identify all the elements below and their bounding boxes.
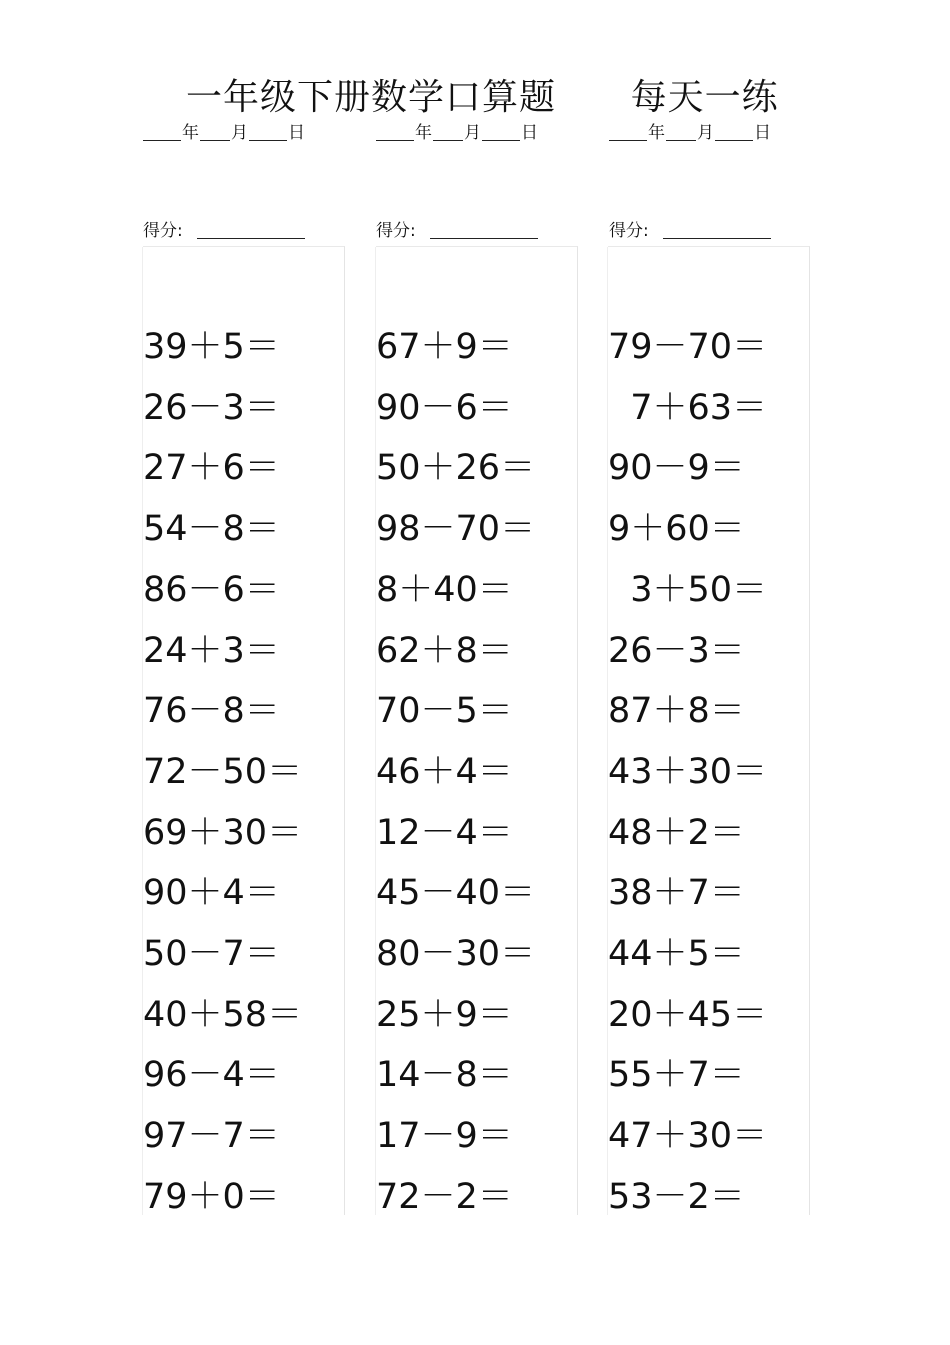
day-label: 日 [521,123,538,143]
score-label: 得分: [376,221,416,241]
problem-item: 70－5＝ [376,691,513,732]
month-blank[interactable] [666,124,696,141]
problem-item: 40＋58＝ [143,994,303,1035]
year-blank[interactable] [609,124,647,141]
problem-item: 90＋4＝ [143,873,280,914]
problem-item: 62＋8＝ [376,630,513,671]
problem-item: 55＋7＝ [608,1055,745,1096]
problem-item: 9＋60＝ [608,509,745,550]
day-blank[interactable] [715,124,753,141]
day-label: 日 [288,123,305,143]
problem-item: 69＋30＝ [143,812,303,853]
problem-item: 27＋6＝ [143,448,280,489]
date-line-1 [143,122,306,144]
day-blank[interactable] [249,124,287,141]
score-label: 得分: [143,221,183,241]
page-title: 一年级下册数学口算题 每天一练 [186,77,779,118]
problem-item: 96－4＝ [143,1055,280,1096]
score-line-2 [376,220,538,242]
problem-item: 72－50＝ [143,751,303,792]
problem-item: 45－40＝ [376,873,536,914]
problem-column-2 [376,246,578,1215]
problem-column-3 [608,246,810,1215]
score-label: 得分: [609,221,649,241]
day-label: 日 [754,123,771,143]
year-blank[interactable] [143,124,181,141]
problem-item: 24＋3＝ [143,630,280,671]
problem-item: 47＋30＝ [608,1116,768,1157]
month-label: 月 [231,123,248,143]
problem-item: 39＋5＝ [143,327,280,367]
problem-item: 67＋9＝ [376,327,513,367]
problem-item: 72－2＝ [376,1176,513,1217]
problem-item: 26－3＝ [143,387,280,428]
problem-item: 7＋63＝ [608,387,768,428]
score-line-3 [609,220,771,242]
problem-item: 86－6＝ [143,569,280,610]
problem-item: 17－9＝ [376,1116,513,1157]
month-label: 月 [464,123,481,143]
problem-item: 44＋5＝ [608,934,745,974]
problem-item: 79＋0＝ [143,1176,280,1217]
problem-item: 43＋30＝ [608,751,768,792]
problem-item: 90－9＝ [608,448,745,489]
problem-item: 38＋7＝ [608,873,745,914]
problem-column-1 [143,246,345,1215]
problem-item: 53－2＝ [608,1176,745,1217]
month-blank[interactable] [200,124,230,141]
problem-item: 26－3＝ [608,630,745,671]
day-blank[interactable] [482,124,520,141]
month-label: 月 [697,123,714,143]
problem-item: 12－4＝ [376,812,513,853]
problem-item: 97－7＝ [143,1116,280,1157]
year-label: 年 [648,123,665,143]
year-blank[interactable] [376,124,414,141]
problem-item: 98－70＝ [376,509,536,550]
problem-item: 54－8＝ [143,509,280,550]
problem-item: 50＋26＝ [376,448,536,489]
problem-item: 20＋45＝ [608,994,768,1035]
problem-item: 46＋4＝ [376,751,513,792]
problem-item: 14－8＝ [376,1055,513,1096]
problem-item: 8＋40＝ [376,569,513,610]
score-blank[interactable] [663,222,771,239]
score-blank[interactable] [430,222,538,239]
problem-item: 3＋50＝ [608,569,768,610]
year-label: 年 [182,123,199,143]
problem-item: 79－70＝ [608,327,768,367]
problem-item: 87＋8＝ [608,691,745,732]
problem-item: 50－7＝ [143,934,280,974]
problem-item: 80－30＝ [376,934,536,974]
year-label: 年 [415,123,432,143]
problem-item: 76－8＝ [143,691,280,732]
date-line-3 [609,122,772,144]
score-line-1 [143,220,305,242]
problem-item: 25＋9＝ [376,994,513,1035]
month-blank[interactable] [433,124,463,141]
problem-item: 90－6＝ [376,387,513,428]
date-line-2 [376,122,539,144]
score-blank[interactable] [197,222,305,239]
problem-item: 48＋2＝ [608,812,745,853]
